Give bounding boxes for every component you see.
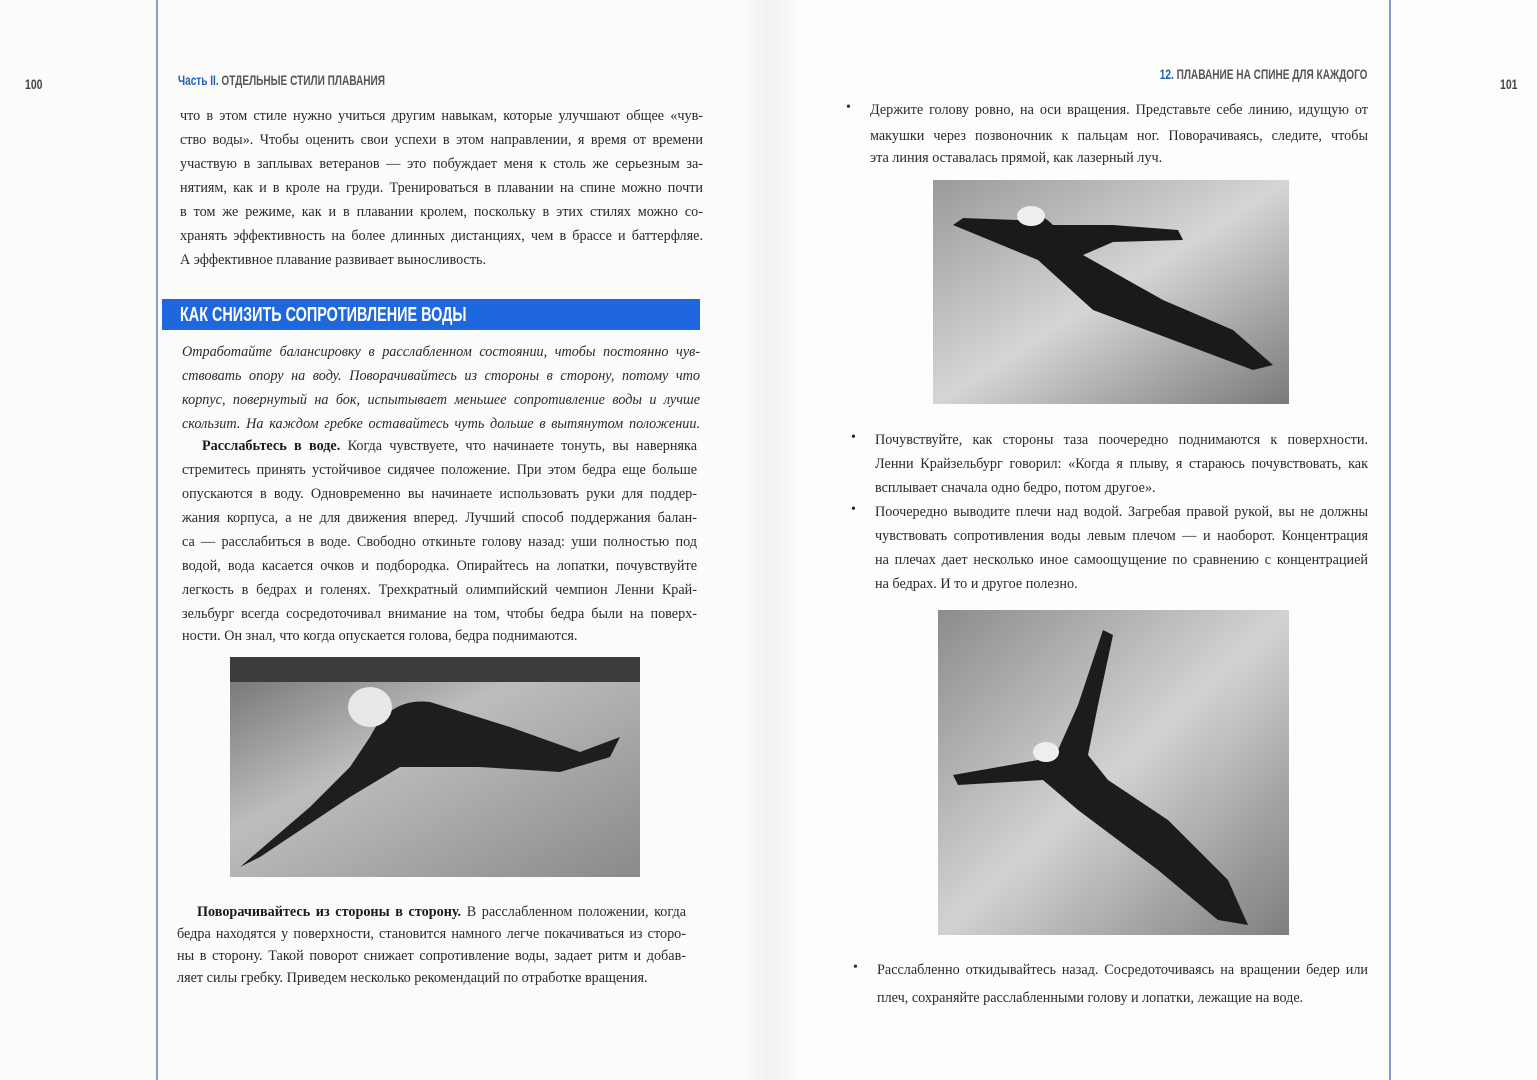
- bullet-icon: •: [851, 430, 856, 445]
- bullet-text-line: всплывает сначала одно бедро, потом другое».: [875, 480, 1156, 496]
- intro-italic-line: скользит. На каждом гребке оставайтесь чуть дольше в вытянутом положении.: [182, 416, 700, 432]
- bullet-text-line: Держите голову ровно, на оси вращения. Представьте себе линию, идущую от: [870, 102, 1368, 118]
- intro-italic-line: корпус, повернутый на бок, испытывает меньшее сопротивление воды и лучше: [182, 392, 700, 408]
- bullet-text-line: Почувствуйте, как стороны таза поочередно поднимаются к поверхности.: [875, 432, 1368, 448]
- header-chapter: 12.: [1160, 66, 1175, 82]
- page-number-right: 101: [1500, 76, 1518, 92]
- paragraph-lead-in: Поворачивайтесь из стороны в сторону.: [197, 904, 462, 920]
- bullet-text-line: на бедрах. И то и другое полезно.: [875, 576, 1078, 592]
- bullet-text-line: эта линия оставалась прямой, как лазерный луч.: [870, 150, 1163, 166]
- photo-underwater-swimmer: [230, 657, 640, 877]
- bullet-text-line: Поочередно выводите плечи над водой. Загребая правой рукой, вы не должны: [875, 504, 1368, 520]
- body-text-line: са — расслабиться в воде. Свободно откиньте голову назад: уши полностью под: [182, 534, 697, 550]
- body-text-line: жания корпуса, а не для движения вперед. Лучший способ поддержания балан-: [182, 510, 697, 526]
- book-gutter: [740, 0, 800, 1080]
- header-part: Часть II.: [178, 72, 219, 88]
- body-text-line: А эффективное плавание развивает выносливость.: [180, 252, 487, 268]
- bullet-text-line: на плечах дает несколько иное самоощущение по сравнению с концентрацией: [875, 552, 1368, 568]
- header-title: ОТДЕЛЬНЫЕ СТИЛИ ПЛАВАНИЯ: [221, 72, 386, 88]
- left-margin-rule: [156, 0, 158, 1080]
- body-text-line: участвую в заплывах ветеранов — это побуждает меня к столь же серьезным за-: [180, 156, 703, 172]
- body-text-line: нятиям, как и в кроле на груди. Тренироваться в плавании на спине можно почти: [180, 180, 703, 196]
- body-text-line: ности. Он знал, что когда опускается голова, бедра поднимаются.: [182, 628, 578, 644]
- body-text-line: ны в сторону. Такой поворот снижает сопротивление воды, задает ритм и добав-: [177, 948, 686, 964]
- body-text-line: ство воды». Чтобы оценить свои успехи в этом направлении, я время от времени: [180, 132, 703, 148]
- body-text-line: что в этом стиле нужно учиться другим навыкам, которые улучшают общее «чув-: [180, 108, 703, 124]
- bullet-text-line: Ленни Крайзельбург говорил: «Когда я плыву, я стараюсь почувствовать, как: [875, 456, 1368, 472]
- body-text-line: в том же режиме, как и в плавании кролем, поскольку в этих стилях можно со-: [180, 204, 703, 220]
- body-text-line: стремитесь принять устойчивое сидячее положение. При этом бедра еще больше: [182, 462, 697, 478]
- bullet-icon: •: [851, 502, 856, 517]
- running-header-right: [1160, 66, 1368, 82]
- body-text-line: [197, 903, 686, 921]
- bullet-icon: •: [846, 100, 851, 115]
- bullet-text-line: Расслабленно откидывайтесь назад. Сосредоточиваясь на вращении бедер или: [877, 962, 1368, 978]
- body-text-line: легкость в бедрах и голенях. Трехкратный олимпийский чемпион Ленни Край-: [182, 582, 697, 598]
- right-margin-rule: [1389, 0, 1391, 1080]
- paragraph-lead-in: Расслабьтесь в воде.: [202, 438, 341, 454]
- running-header-left: [178, 72, 385, 88]
- body-text-line: бедра находятся у поверхности, становится намного легче покачиваться из сторо-: [177, 926, 686, 942]
- intro-italic-line: ствовать опору на воду. Поворачивайтесь из стороны в сторону, потому что: [182, 368, 700, 384]
- page-number-left: 100: [25, 76, 43, 92]
- photo-backstroke-swimmer-1: [933, 180, 1289, 404]
- body-text-line: [202, 437, 697, 455]
- header-title: ПЛАВАНИЕ НА СПИНЕ ДЛЯ КАЖДОГО: [1177, 66, 1368, 82]
- body-text-line: зельбург всегда сосредоточивал внимание на том, чтобы бедра были на поверх-: [182, 606, 697, 622]
- body-text-line: хранять эффективность на более длинных дистанциях, чем в брассе и баттерфляе.: [180, 228, 703, 244]
- body-text-line: водой, вода касается очков и подбородка. Опирайтесь на лопатки, почувствуйте: [182, 558, 697, 574]
- text-run: Когда чувствуете, что начинаете тонуть, вы наверняка: [340, 438, 697, 454]
- body-text-line: опускаются в воду. Одновременно вы начинаете использовать руки для поддер-: [182, 486, 697, 502]
- text-run: В расслабленном положении, когда: [461, 904, 686, 920]
- bullet-text-line: макушки через позвоночник к пальцам ног. Поворачиваясь, следите, чтобы: [870, 128, 1368, 144]
- intro-italic-line: Отработайте балансировку в расслабленном состоянии, чтобы постоянно чув-: [182, 344, 700, 360]
- section-heading-bar: [162, 299, 700, 330]
- section-heading: КАК СНИЗИТЬ СОПРОТИВЛЕНИЕ ВОДЫ: [180, 304, 467, 326]
- bullet-icon: •: [853, 960, 858, 975]
- body-text-line: ляет силы гребку. Приведем несколько рекомендаций по отработке вращения.: [177, 970, 648, 986]
- photo-backstroke-swimmer-2: [938, 610, 1289, 935]
- bullet-text-line: чувствовать сопротивления воды левым плечом — и наоборот. Концентрация: [875, 528, 1368, 544]
- bullet-text-line: плеч, сохраняйте расслабленными голову и лопатки, лежащие на воде.: [877, 990, 1304, 1006]
